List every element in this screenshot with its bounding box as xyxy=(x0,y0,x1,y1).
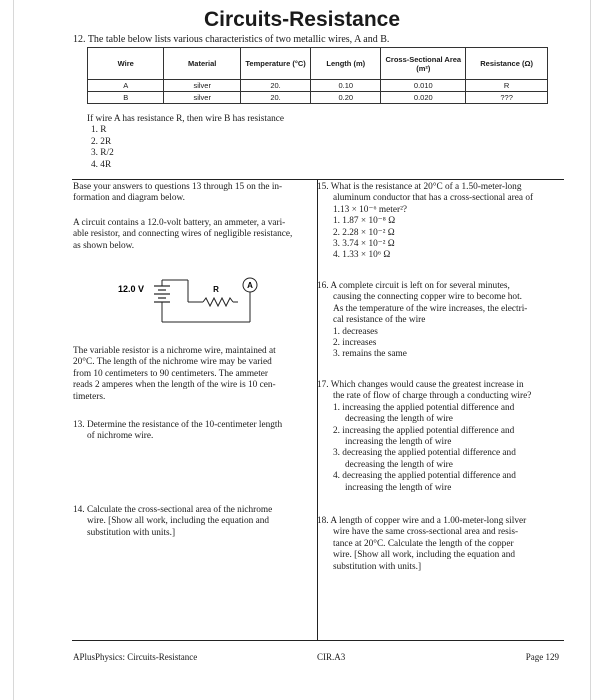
text-line: 18. A length of copper wire and a 1.00-meter-long silver xyxy=(317,516,527,526)
table-cell: 0.10 xyxy=(311,80,381,92)
table-cell: B xyxy=(88,92,164,104)
text-line: wire. [Show all work, including the equation and xyxy=(87,516,270,527)
table-cell: 20. xyxy=(240,80,310,92)
text-line: timeters. xyxy=(73,391,106,402)
text-line: as shown below. xyxy=(73,240,135,251)
battery-label: 12.0 V xyxy=(118,284,145,294)
text-line: substitution with units.] xyxy=(333,561,422,572)
table-cell: silver xyxy=(164,92,240,104)
answer-choice: 4. 1.33 × 10⁶ Ω xyxy=(333,250,391,261)
section-divider xyxy=(72,179,564,180)
table-header: Resistance (Ω) xyxy=(466,48,548,80)
text-line: As the temperature of the wire increases, the electri- xyxy=(333,303,528,314)
footer-source: APlusPhysics: Circuits-Resistance xyxy=(73,652,198,662)
footer-page-number: Page 129 xyxy=(525,652,559,662)
question-12-text: If wire A has resistance R, then wire B has resistance xyxy=(87,114,284,124)
answer-choice: 4. decreasing the applied potential difference and xyxy=(333,471,516,482)
question-12-prompt: 12. The table below lists various characteristics of two metallic wires, A and B. xyxy=(73,34,390,45)
text-line: the rate of flow of charge through a conducting wire? xyxy=(333,391,532,402)
table-header: Wire xyxy=(88,48,164,80)
answer-choice: 1. decreases xyxy=(333,326,378,337)
text-line: cal resistance of the wire xyxy=(333,315,426,326)
text-line: 1.13 × 10⁻⁶ meter²? xyxy=(333,204,408,215)
text-line: of nichrome wire. xyxy=(87,431,154,442)
text-line: aluminum conductor that has a cross-sectional area of xyxy=(333,193,534,204)
answer-choice: 3. decreasing the applied potential difference and xyxy=(333,448,516,459)
circuit-diagram xyxy=(118,276,258,326)
answer-choice: 2. 2.28 × 10⁻² Ω xyxy=(333,227,395,238)
answer-choice: 1. 1.87 × 10⁻⁸ Ω xyxy=(333,216,396,227)
text-line: reads 2 amperes when the length of the wire is 10 cen- xyxy=(73,380,276,391)
table-header-row xyxy=(88,48,548,80)
table-header: Temperature (°C) xyxy=(240,48,310,80)
answer-choice: 1. R xyxy=(91,125,107,136)
text-line: 15. What is the resistance at 20°C of a 1.50-meter-long xyxy=(317,182,522,192)
table-cell: A xyxy=(88,80,164,92)
table-cell: 0.20 xyxy=(311,92,381,104)
text-line: 20°C. The length of the nichrome wire may be varied xyxy=(73,357,272,368)
answer-choice-cont: decreasing the length of wire xyxy=(345,414,453,425)
text-line: 16. A complete circuit is left on for several minutes, xyxy=(317,281,510,291)
worksheet-page xyxy=(13,0,591,700)
text-line: The variable resistor is a nichrome wire, maintained at xyxy=(73,346,276,356)
text-line: tance at 20°C. Calculate the length of the copper xyxy=(333,538,514,549)
answer-choice: 3. remains the same xyxy=(333,349,407,360)
question-18 xyxy=(317,516,557,573)
wire-table xyxy=(87,47,548,104)
answer-choice: 1. increasing the applied potential difference and xyxy=(333,402,515,413)
question-14 xyxy=(73,505,315,539)
question-16 xyxy=(317,281,557,361)
answer-choice-cont: increasing the length of wire xyxy=(345,482,452,493)
answer-choice-cont: decreasing the length of wire xyxy=(345,459,453,470)
table-row xyxy=(88,92,548,104)
question-15 xyxy=(317,182,557,262)
intro-paragraph xyxy=(73,182,313,205)
text-line: A circuit contains a 12.0-volt battery, an ammeter, a vari- xyxy=(73,218,286,228)
answer-choice-cont: increasing the length of wire xyxy=(345,437,452,448)
resistor-label: R xyxy=(213,285,219,294)
text-line: from 10 centimeters to 90 centimeters. The ammeter xyxy=(73,368,268,379)
text-line: wire. [Show all work, including the equation and xyxy=(333,550,516,561)
text-line: substitution with units.] xyxy=(87,527,176,538)
page-title: Circuits-Resistance xyxy=(203,8,401,31)
circuit-description xyxy=(73,218,313,252)
table-cell: 0.010 xyxy=(381,80,466,92)
footer-divider xyxy=(72,640,564,641)
text-line: Base your answers to questions 13 through 15 on the in- xyxy=(73,182,283,192)
text-line: wire have the same cross-sectional area and resis- xyxy=(333,527,519,538)
question-12-body xyxy=(87,114,387,171)
text-line: able resistor, and connecting wires of negligible resistance, xyxy=(73,229,293,240)
question-17 xyxy=(317,380,557,494)
ammeter-label: A xyxy=(247,281,253,290)
nichrome-description xyxy=(73,346,315,403)
text-line: 14. Calculate the cross-sectional area of the nichrome xyxy=(73,505,273,515)
answer-choice: 2. increasing the applied potential difference and xyxy=(333,425,515,436)
answer-choice: 3. R/2 xyxy=(91,148,114,159)
table-header: Cross-Sectional Area (m²) xyxy=(381,48,466,80)
text-line: formation and diagram below. xyxy=(73,193,185,204)
question-13 xyxy=(73,420,315,443)
text-line: 17. Which changes would cause the greatest increase in xyxy=(317,380,524,390)
answer-choice: 3. 3.74 × 10⁻² Ω xyxy=(333,239,395,250)
table-cell: silver xyxy=(164,80,240,92)
table-header: Material xyxy=(164,48,240,80)
footer-code: CIR.A3 xyxy=(317,652,346,662)
table-cell: ??? xyxy=(466,92,548,104)
table-row xyxy=(88,80,548,92)
text-line: causing the connecting copper wire to become hot. xyxy=(333,292,522,303)
answer-choice: 4. 4R xyxy=(91,159,112,170)
text-line: 13. Determine the resistance of the 10-centimeter length xyxy=(73,420,283,430)
table-cell: 0.020 xyxy=(381,92,466,104)
table-cell: 20. xyxy=(240,92,310,104)
answer-choice: 2. increases xyxy=(333,338,377,349)
battery-icon xyxy=(154,286,170,302)
table-header: Length (m) xyxy=(311,48,381,80)
answer-choice: 2. 2R xyxy=(91,136,112,147)
resistor-icon xyxy=(203,298,233,306)
table-cell: R xyxy=(466,80,548,92)
